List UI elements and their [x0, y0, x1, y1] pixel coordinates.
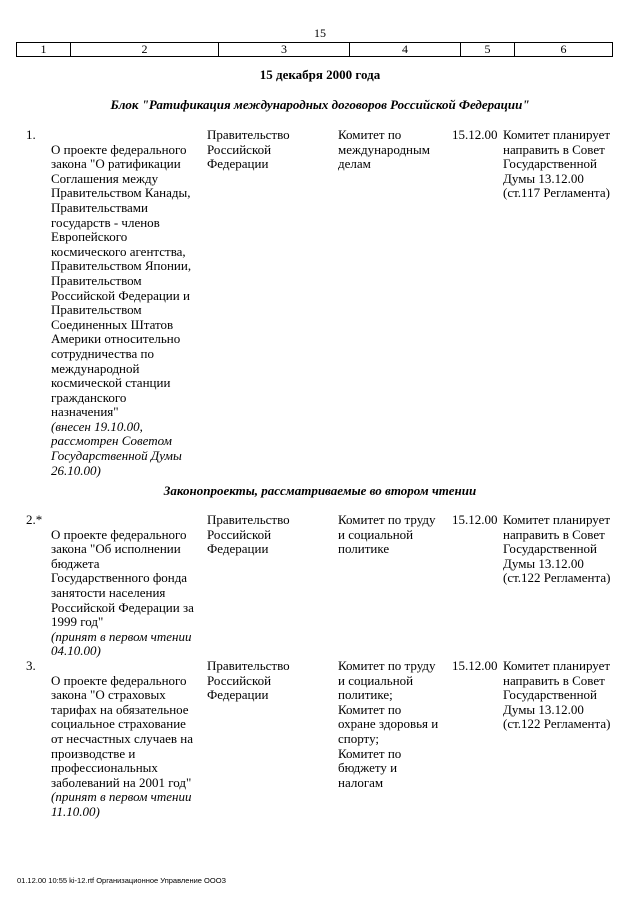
item-date: 15.12.00: [452, 658, 498, 673]
column-header-5: 5: [461, 43, 515, 56]
item-author: Правительство Российской Федерации: [207, 658, 290, 703]
column-header-row: [16, 42, 613, 57]
column-header-4: 4: [350, 43, 461, 56]
item-title-cell: [51, 513, 203, 674]
page-number: 15: [314, 26, 326, 40]
item-title: О проекте федерального закона "О ратификации Соглашения между Правительством Канады, Правительствами государств - членов Европейского космического агентства, Правительством Японии, Правительством Российской Федерации и Правительством Соединенных Штатов Америки относительно сотрудничества по международной космической станции гражданского назначения": [51, 141, 192, 420]
item-author: Правительство Российской Федерации: [207, 512, 290, 557]
item-note: Комитет планирует направить в Совет Государственной Думы 13.12.00 (ст.117 Регламента): [503, 127, 611, 201]
item-note: Комитет планирует направить в Совет Государственной Думы 13.12.00 (ст.122 Регламента): [503, 512, 611, 586]
item-author: Правительство Российской Федерации: [207, 127, 290, 172]
section-heading-second-reading: Законопроекты, рассматриваемые во втором чтении: [163, 483, 477, 498]
item-committee: Комитет по международным делам: [338, 127, 430, 172]
document-footer: 01.12.00 10:55 ki-12.rtf Организационное Управление ОООЗ: [17, 876, 227, 885]
item-committee: Комитет по труду и социальной политике; Комитет по охране здоровья и спорту; Комитет по бюджету и налогам: [338, 658, 439, 790]
item-date: 15.12.00: [452, 127, 498, 142]
item-note: Комитет планирует направить в Совет Государственной Думы 13.12.00 (ст.122 Регламента): [503, 658, 611, 732]
date-heading: 15 декабря 2000 года: [259, 67, 381, 82]
item-number: 1.: [26, 127, 36, 142]
item-date: 15.12.00: [452, 512, 498, 527]
item-status: (внесен 19.10.00, рассмотрен Советом Государственной Думы 26.10.00): [51, 418, 182, 478]
item-number: 3.: [26, 658, 36, 673]
column-header-3: 3: [219, 43, 350, 56]
section-heading-ratification: Блок "Ратификация международных договоров Российской Федерации": [110, 97, 530, 112]
item-committee: Комитет по труду и социальной политике: [338, 512, 436, 557]
column-header-1: 1: [17, 43, 71, 56]
column-header-6: 6: [560, 42, 567, 56]
column-header-2: 2: [71, 43, 219, 56]
item-title-cell: [51, 128, 203, 493]
item-status: (принят в первом чтении 04.10.00): [51, 628, 192, 659]
item-title: О проекте федерального закона "Об исполнении бюджета Государственного фонда занятости населения Российской Федерации за 1999 год": [51, 526, 194, 630]
item-title-cell: [51, 659, 203, 834]
item-title: О проекте федерального закона "О страховых тарифах на обязательное социальное страхование от несчастных случаев на производстве и профессиональных заболеваний на 2001 год": [51, 672, 193, 790]
item-status: (принят в первом чтении 11.10.00): [51, 789, 192, 819]
item-number: 2.*: [26, 512, 43, 527]
